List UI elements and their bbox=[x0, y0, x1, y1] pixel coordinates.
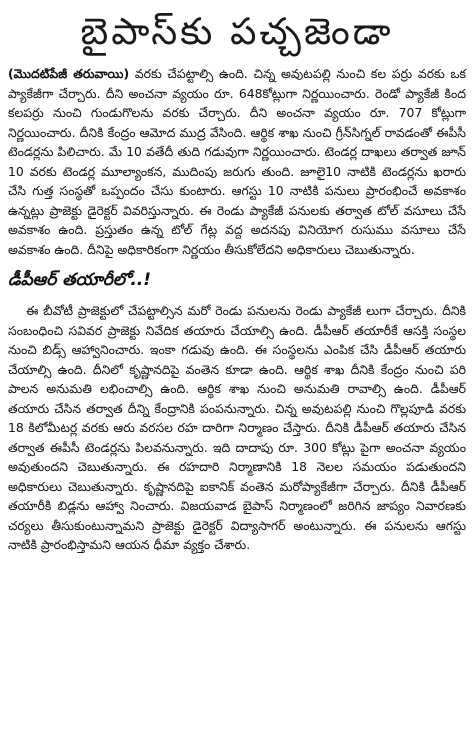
paragraph-1-text: వరకు చేపట్టాల్సి ఉంది. చిన్న అవుటపల్లి నుంచి కల పర్రు వరకు ఒక ప్యాకేజీగా చేర్చారు. దీని అంచనా వ్యయం రూ. 648కోట్లుగా నిర్ణయించారు. రెండో ప్యాకేజీ కింద కలపర్రు నుంచి గుండుగొలను వరకు చేర్చారు. దీని అంచనా వ్యయం రూ. 707 కోట్లుగా నిర్ణయించారు. దీనికి కేంద్రం ఆమోద ముద్ర వేసింది. ఆర్థిక శాఖ నుంచి గ్రీన్‌సిగ్నల్ రావడంతో ఈపీసీ టెండర్లను పిలిచారు. మే 10 వతేదీ తుది గడువుగా నిర్ణయించారు. టెండర్ల దాఖలు తర్వాత జూన్ 10 వరకు టెండర్ల మూల్యాంకన, ముదింపు జరుగు తుంది. జూలై10 నాటికి టెండర్లను ఖరారు చేసి గుత్త సంస్థతో ఒప్పందం చేసు కుంటారు. ఆగస్టు 10 నాటికి పనులు ప్రారంభించే అవకాశం ఉన్నట్లు ప్రాజెక్టు డైరెక్టర్ వివరిస్తున్నారు. ఈ రెండు ప్యాకేజీ పనులకు తర్వాత టోల్ వసూలు చేసే అవకాశం ఉంది. ప్రస్తుతం ఉన్న టోల్ గేట్ల వద్ద అదనపు వినియోగ రుసుము వసూలు చేసే అవకాశం ఉంది. దీనిపై అధికారికంగా నిర్ణయం తీసుకోలేదని అధికారులు చెబుతున్నారు. bbox=[8, 66, 466, 257]
article-headline: బైపాస్‌కు పచ్చజెండా bbox=[80, 10, 394, 53]
paragraph-2-text: ఈ బీవోటీ ప్రాజెక్టులో చేపట్టాల్సిన మరో రెండు పనులను రెండు ప్యాకేజీ లుగా చేర్చారు. దీనికి సంబంధించి సవివర ప్రాజెక్టు నివేదిక తయారు చేయాల్సి ఉంది. డీపీఆర్ తయారీకే ఆసక్తి సంస్థల నుంచి బిడ్స్ ఆహ్వానించారు. ఇంకా గడువు ఉంది. ఈ సంస్థలను ఎంపిక చేసి డీపీఆర్ తయారు చేయాల్సి ఉంది. దీనిలో కృష్ణానదిపై వంతెన కూడా ఉంది. ఆర్థిక శాఖ దీనికి కేంద్రం నుంచి పరి పాలన అనుమతి లభించాల్సి ఉంది. ఆర్థిక శాఖ నుంచి అనుమతి రావాల్సి ఉంది. డీపీఆర్ తయారు చేసిన తర్వాత దీన్ని కేంద్రానికి పంపనున్నారు. చిన్న అవుటపల్లి నుంచి గొల్లపూడి వరకు 18 కిలోమీటర్ల వరకు ఆరు వరసల రహ దారిగా నిర్మాణం చేస్తారు. దీనికి డీపీఆర్ తయారు చేసిన తర్వాత ఈపీసీ టెండర్లను పిలవనున్నారు. ఇది దాదాపు రూ. 300 కోట్లు పైగా అంచనా వ్యయం అవుతుందని చెబుతున్నారు. ఈ రహదారి నిర్మాణానికి 18 నెలల సమయం పడుతుందని అధికారులు చెబుతున్నారు. కృష్ణానదిపై ఐకానిక్ వంతెన మరోప్యాకేజీగా చేర్చారు. దీనికి డీపీఆర్ తయారీకి బిడ్లను ఆహ్వా నించారు. విజయవాడ బైపాస్ నిర్మాణంలో జరిగిన జాప్యం నివారణకు చర్యలు తీసుకుంటున్నామని ప్రాజెక్టు డైరెక్టర్ విద్యాసాగర్ అంటున్నారు. ఈ పనులను ఆగస్టు నాటికి ప్రారంభిస్తామని ఆయన ధీమా వ్యక్తం చేశారు. bbox=[8, 303, 466, 552]
article-paragraph-2 bbox=[8, 301, 466, 555]
continuation-tag: (మొదటిపేజీ తరువాయి) bbox=[8, 66, 130, 81]
article-paragraph-1 bbox=[8, 64, 466, 259]
article-subheading: డీపీఆర్ తయారీలో..! bbox=[8, 270, 152, 290]
